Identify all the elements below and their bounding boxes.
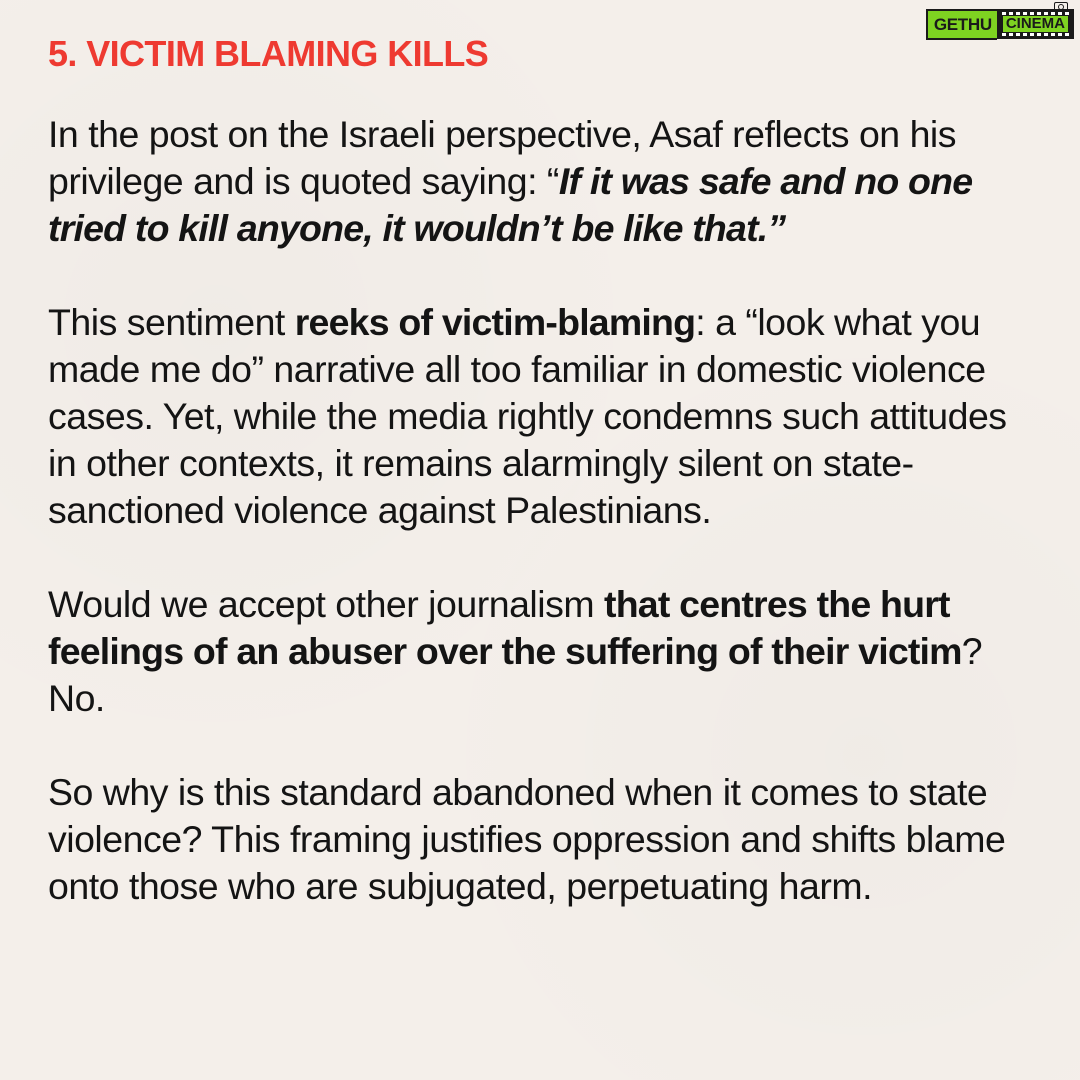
paragraph-journalism bbox=[48, 581, 1038, 722]
paragraph-text: In the post on the Israeli perspective, Asaf reflects on his privilege and is quoted saying: “ bbox=[48, 113, 957, 202]
paragraph-text: ? No. bbox=[48, 630, 983, 719]
article-body bbox=[48, 111, 1038, 910]
paragraph-text: So why is this standard abandoned when it comes to state violence? This framing justifies oppression and shifts blame onto those who are subjugated, perpetuating harm. bbox=[48, 771, 1006, 907]
logo-gethu-text: GETHU bbox=[926, 9, 997, 40]
paragraph-text: This sentiment bbox=[48, 301, 295, 343]
paragraph-state-violence bbox=[48, 769, 1038, 910]
paragraph-victim-blaming bbox=[48, 299, 1038, 534]
paragraph-quote bbox=[48, 111, 1038, 252]
paragraph-text: Would we accept other journalism bbox=[48, 583, 604, 625]
film-strip-icon bbox=[997, 9, 1074, 39]
section-heading: 5. VICTIM BLAMING KILLS bbox=[48, 33, 489, 74]
quote-emphasis: If it was safe and no one tried to kill anyone, it wouldn’t be like that.” bbox=[48, 160, 973, 249]
logo-cinema-text: CINEMA bbox=[1003, 16, 1068, 32]
bold-emphasis: reeks of victim-blaming bbox=[294, 301, 696, 343]
gethu-cinema-logo bbox=[926, 6, 1074, 42]
bold-emphasis: that centres the hurt feelings of an abuser over the suffering of their victim bbox=[48, 583, 962, 672]
paragraph-text: : a “look what you made me do” narrative all too familiar in domestic violence cases. Yet, while the media rightly condemns such attitudes in other contexts, it remains alarmingly silent on state-sanctioned violence against Palestinians. bbox=[48, 301, 1007, 531]
